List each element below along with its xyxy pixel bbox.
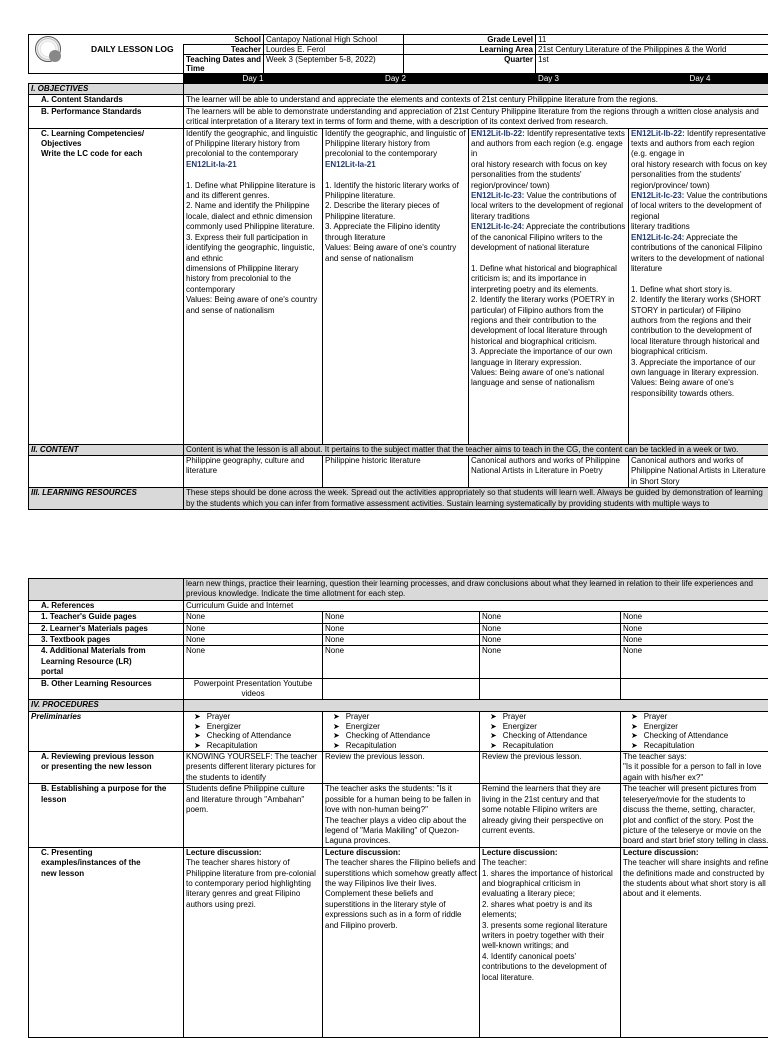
references-label: A. References: [29, 600, 184, 611]
additional-materials-label: 4. Additional Materials from Learning Resource (LR) portal: [29, 646, 184, 678]
establishing-purpose-label: B. Establishing a purpose for the lesson: [29, 784, 184, 847]
presenting-day-2: Lecture discussion: The teacher shares the Filipino beliefs and superstitions which somehow greatly affect the way Filipinos live their lives. Complement these beliefs and superstitions in the literary style of expressions such as in a form of riddle and Filipino proverb.: [323, 847, 480, 1037]
lc-code: EN12Lit-Ia-21: [325, 160, 466, 170]
grade-value: 11: [536, 35, 768, 45]
content-day-3: Canonical authors and works of Philippine National Artists in Literature in Poetry: [469, 456, 629, 488]
tb-day-2: None: [323, 635, 480, 646]
section-content: II. CONTENT: [29, 444, 184, 455]
day-1-header: Day 1: [184, 74, 323, 84]
competencies-day-4: EN12Lit-Ib-22: Identify representative texts and authors from each region (e.g. engage in oral history research with focus on key personalities from the students' region/province/ town) EN12Lit-Ic-23: Value the contributions of local writers to the development of regional literary traditions EN12Lit-Ic-24: Appreciate the contributions of the canonical Filipino writers to the development of national literature 1. Define what short story is. 2. Identify the literary works (SHORT STORY in particular) of Filipino authors from the regions and their contribution to the development of local literature through historical and biographical criticism. 3. Appreciate the importance of our own language in literary expression. Values: Being aware of one's responsibility towards others.: [629, 128, 768, 444]
dates-label: Teaching Dates and Time: [184, 55, 264, 74]
reviewing-day-1: KNOWING YOURSELF: The teacher presents different literary pictures for the students to identify: [184, 752, 323, 784]
purpose-day-2: The teacher asks the students: "Is it possible for a human being to be fallen in love with non-human being?" The teacher plays a video clip about the legend of "Maria Makiling" of Quezon-Laguna provinces.: [323, 784, 480, 847]
section-learning-resources: III. LEARNING RESOURCES: [29, 488, 184, 510]
preliminaries-day-4: ➤ Prayer ➤ Energizer ➤ Checking of Attendance ➤ Recapitulation: [621, 711, 768, 751]
teachers-guide-label: 1. Teacher's Guide pages: [29, 612, 184, 623]
day-4-header: Day 4: [629, 74, 768, 84]
preliminaries-day-3: ➤ Prayer ➤ Energizer ➤ Checking of Attendance ➤ Recapitulation: [480, 711, 621, 751]
school-label: School: [184, 35, 264, 45]
other-resources-label: B. Other Learning Resources: [29, 678, 184, 700]
lm-day-3: None: [480, 623, 621, 634]
dates-value: Week 3 (September 5-8, 2022): [264, 55, 404, 74]
purpose-day-1: Students define Philippine culture and literature through "Ambahan" poem.: [184, 784, 323, 847]
learners-materials-label: 2. Learner's Materials pages: [29, 623, 184, 634]
area-label: Learning Area: [404, 45, 536, 55]
teacher-label: Teacher: [184, 45, 264, 55]
day-2-header: Day 2: [323, 74, 469, 84]
quarter-label: Quarter: [404, 55, 536, 74]
lc-code: EN12Lit-Ia-21: [186, 160, 320, 170]
am-day-1: None: [184, 646, 323, 678]
school-value: Cantapoy National High School: [264, 35, 404, 45]
section-objectives: I. OBJECTIVES: [29, 84, 184, 95]
tg-day-3: None: [480, 612, 621, 623]
tb-day-4: None: [621, 635, 768, 646]
lesson-log-page-1: [28, 34, 768, 510]
am-day-2: None: [323, 646, 480, 678]
logo-cell: [29, 35, 184, 74]
performance-standards-text: The learners will be able to demonstrate understanding and appreciation of 21st Century Philippine literature from the regions through a written close analysis and critical interpretation of a literary text in terms of form and theme, with a description of its context derived from research.: [184, 106, 768, 128]
performance-standards-label: B. Performance Standards: [29, 106, 184, 128]
am-day-4: None: [621, 646, 768, 678]
reviewing-day-3: Review the previous lesson.: [480, 752, 621, 784]
lm-day-4: None: [621, 623, 768, 634]
tb-day-1: None: [184, 635, 323, 646]
preliminaries-label: Preliminaries: [29, 711, 184, 751]
reviewing-day-4: The teacher says: "Is it possible for a person to fall in love again with his/her ex?": [621, 752, 768, 784]
competencies-day-3: EN12Lit-Ib-22: Identify representative texts and authors from each region (e.g. engage in oral history research with focus on key personalities from the students' region/province/ town) EN12Lit-Ic-23: Value the contributions of local writers to the development of regional literary traditions EN12Lit-Ic-24: Appreciate the contributions of the canonical Filipino writers to the development of national literature 1. Define what historical and biographical criticism is; and its importance in interpreting poetry and its elements. 2. Identify the literary works (POETRY in particular) of Filipino authors from the regions and their contribution to the development of local literature through historical and biographical criticism. 3. Appreciate the importance of our own language in literary expression. Values: Being aware of one's national language and sense of nationalism: [469, 128, 629, 444]
lesson-log-page-2: [28, 578, 768, 1038]
content-standards-text: The learner will be able to understand and appreciate the elements and contexts of 21st century Philippine literature from the regions.: [184, 95, 768, 106]
quarter-value: 1st: [536, 55, 768, 74]
content-day-4: Canonical authors and works of Philippine National Artists in Literature in Short Story: [629, 456, 768, 488]
am-day-3: None: [480, 646, 621, 678]
textbook-label: 3. Textbook pages: [29, 635, 184, 646]
presenting-day-1: Lecture discussion: The teacher shares history of Philippine literature from pre-colonial to contemporary period highlighting literary genres and great Filipino authors using prezi.: [184, 847, 323, 1037]
competencies-day-1: Identify the geographic, and linguistic of Philippine literary history from precolonial to the contemporary EN12Lit-Ia-21 1. Define what Philippine literature is and its different genres. 2. Name and identify the Philippine locale, dialect and ethnic dimension commonly used Philippine literature. 3. Express their full participation in identifying the geographic, linguistic, and ethnic dimensions of Philippine literary history from precolonial to the contemporary Values: Being aware of one's country and sense of nationalism: [184, 128, 323, 444]
resources-description-2: learn new things, practice their learning, question their learning processes, and draw conclusions about what they learned in relation to their life experiences and previous knowledge. Indicate the time allotment for each step.: [184, 579, 768, 601]
lm-day-1: None: [184, 623, 323, 634]
teacher-value: Lourdes E. Ferol: [264, 45, 404, 55]
presenting-day-3: Lecture discussion: The teacher: 1. shares the importance of historical and biographical criticism in evaluating a literary piece; 2. shares what poetry is and its elements; 3. presents some regional literature writers in poetry together with their well-known writings; and 4. Identify canonical poets' contributions to the development of local literature.: [480, 847, 621, 1037]
purpose-day-4: The teacher will present pictures from teleserye/movie for the students to discuss the theme, setting, character, plot and conflict of the story. Post the picture of the teleserye or movie on the board and start brief story telling in class.: [621, 784, 768, 847]
preliminaries-day-2: ➤ Prayer ➤ Energizer ➤ Checking of Attendance ➤ Recapitulation: [323, 711, 480, 751]
presenting-day-4: Lecture discussion: The teacher will share insights and refine the definitions made and constructed by the students about what short story is all about and it elements.: [621, 847, 768, 1037]
references-value: Curriculum Guide and Internet: [184, 600, 768, 611]
purpose-day-3: Remind the learners that they are living in the 21st century and that some notable Filipino writers are already giving their perspective on current events.: [480, 784, 621, 847]
content-standards-label: A. Content Standards: [29, 95, 184, 106]
reviewing-day-2: Review the previous lesson.: [323, 752, 480, 784]
content-day-1: Philippine geography, culture and literature: [184, 456, 323, 488]
tb-day-3: None: [480, 635, 621, 646]
tg-day-2: None: [323, 612, 480, 623]
reviewing-lesson-label: A. Reviewing previous lesson or presenting the new lesson: [29, 752, 184, 784]
doc-title: DAILY LESSON LOG: [91, 45, 174, 54]
presenting-examples-label: C. Presenting examples/instances of the new lesson: [29, 847, 184, 1037]
other-resources-day-1: Powerpoint Presentation Youtube videos: [184, 678, 323, 700]
grade-label: Grade Level: [404, 35, 536, 45]
lm-day-2: None: [323, 623, 480, 634]
tg-day-1: None: [184, 612, 323, 623]
competencies-day-2: Identify the geographic, and linguistic of Philippine literary history from precolonial to the contemporary EN12Lit-Ia-21 1. Identify the historic literary works of Philippine literature. 2. Describe the literary pieces of Philippine literature. 3. Appreciate the Filipino identity through literature Values: Being aware of one's country and sense of nationalism: [323, 128, 469, 444]
resources-description-1: These steps should be done across the week. Spread out the activities appropriately so that students will learn well. Always be guided by demonstration of learning by the students which you can infer from formative assessment activities. Sustain learning systematically by providing students with multiple ways to: [184, 488, 768, 510]
competencies-label: C. Learning Competencies/ Objectives Write the LC code for each: [29, 128, 184, 444]
area-value: 21st Century Literature of the Philippines & the World: [536, 45, 768, 55]
tg-day-4: None: [621, 612, 768, 623]
content-description: Content is what the lesson is all about. It pertains to the subject matter that the teacher aims to teach in the CG, the content can be tackled in a week or two.: [184, 444, 768, 455]
deped-seal-icon: [35, 36, 61, 62]
day-3-header: Day 3: [469, 74, 629, 84]
section-procedures: IV. PROCEDURES: [29, 700, 184, 711]
content-day-2: Philippine historic literature: [323, 456, 469, 488]
preliminaries-day-1: ➤ Prayer ➤ Energizer ➤ Checking of Attendance ➤ Recapitulation: [184, 711, 323, 751]
